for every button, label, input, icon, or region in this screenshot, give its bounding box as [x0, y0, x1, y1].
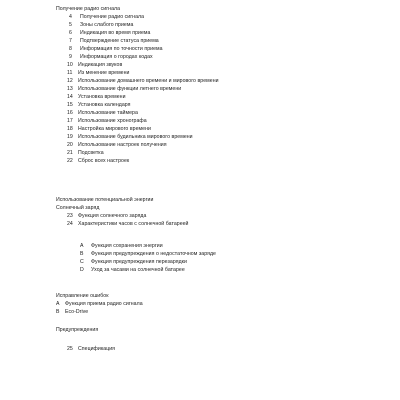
entry-label: Получение радио сигнала — [80, 14, 145, 20]
entry-number: 16 — [67, 110, 73, 116]
entry-label: Eco-Drive — [65, 309, 89, 315]
entry-number: 23 — [67, 213, 73, 219]
toc-entry — [67, 221, 189, 227]
entry-label: Зоны слабого приема — [80, 22, 134, 28]
toc-entry — [67, 78, 219, 84]
entry-letter: C — [80, 259, 84, 265]
entry-letter: B — [80, 251, 84, 257]
toc-entry — [67, 102, 131, 108]
entry-number: 25 — [67, 346, 73, 352]
section-heading: Исправление ошибок — [56, 293, 109, 299]
entry-label: Подсветка — [78, 150, 104, 156]
entry-label: Использование таймера — [78, 110, 138, 116]
toc-entry — [67, 86, 181, 92]
entry-letter: A — [80, 243, 84, 249]
entry-number: 17 — [67, 118, 73, 124]
toc-entry — [67, 62, 122, 68]
toc-entry — [69, 22, 133, 28]
entry-label: Установка календаря — [78, 102, 131, 108]
toc-entry — [80, 267, 185, 273]
toc-entry — [69, 14, 144, 20]
entry-number: 6 — [69, 30, 72, 36]
entry-letter: A — [56, 301, 60, 307]
entry-label: Функция приема радио сигнала — [65, 301, 143, 307]
entry-label: Функция предупреждения о недостаточном заряде — [91, 251, 216, 257]
entry-label: Использование функции летнего времени — [78, 86, 182, 92]
entry-letter: D — [80, 267, 84, 273]
toc-entry — [69, 30, 150, 36]
toc-entry — [67, 94, 126, 100]
entry-label: Использование хронографа — [78, 118, 147, 124]
toc-entry — [69, 46, 163, 52]
toc-entry — [67, 118, 147, 124]
entry-number: 22 — [67, 158, 73, 164]
entry-label: Характеристики часов с солнечной батареей — [78, 221, 189, 227]
entry-number: 7 — [69, 38, 72, 44]
toc-entry — [69, 38, 159, 44]
entry-number: 5 — [69, 22, 72, 28]
toc-entry — [67, 126, 151, 132]
toc-entry — [80, 243, 163, 249]
toc-entry — [67, 142, 167, 148]
entry-label: Из менение времени — [78, 70, 130, 76]
entry-number: 4 — [69, 14, 72, 20]
entry-label: Использование настроек получения — [78, 142, 167, 148]
entry-number: 18 — [67, 126, 73, 132]
toc-entry — [56, 301, 143, 307]
entry-number: 20 — [67, 142, 73, 148]
toc-entry — [67, 110, 138, 116]
entry-label: Сброс всех настроек — [78, 158, 130, 164]
section-heading: Использование потенциальной энергии — [56, 197, 154, 203]
entry-number: 11 — [67, 70, 73, 76]
entry-label: Спецификация — [78, 346, 116, 352]
toc-entry — [67, 150, 104, 156]
entry-label: Использование домашнего времени и мирового времени — [78, 78, 219, 84]
entry-number: 15 — [67, 102, 73, 108]
toc-entry — [67, 158, 129, 164]
section-heading: Получение радио сигнала — [56, 6, 121, 12]
entry-number: 21 — [67, 150, 73, 156]
entry-label: Информация о городах кодах — [80, 54, 153, 60]
section-subheading: Солнечный заряд — [56, 205, 100, 211]
entry-letter: B — [56, 309, 60, 315]
toc-entry — [80, 251, 216, 257]
entry-number: 12 — [67, 78, 73, 84]
toc-entry — [80, 259, 187, 265]
entry-number: 10 — [67, 62, 73, 68]
entry-label: Индикация звуков — [78, 62, 123, 68]
toc-entry — [67, 213, 146, 219]
toc-entry — [67, 134, 193, 140]
entry-label: Функция сохранения энергии — [91, 243, 163, 249]
entry-label: Индикация во время приема — [80, 30, 151, 36]
entry-number: 13 — [67, 86, 73, 92]
toc-entry — [56, 309, 88, 315]
entry-label: Информация по точности приема — [80, 46, 163, 52]
toc-entry — [69, 54, 153, 60]
entry-number: 8 — [69, 46, 72, 52]
entry-label: Использование будильника мирового времени — [78, 134, 193, 140]
entry-label: Функция солнечного заряда — [78, 213, 147, 219]
section-heading: Предупреждения — [56, 327, 99, 333]
entry-number: 19 — [67, 134, 73, 140]
entry-label: Функция предупреждения перезарядки — [91, 259, 187, 265]
entry-number: 9 — [69, 54, 72, 60]
entry-number: 14 — [67, 94, 73, 100]
entry-label: Настройка мирового времени — [78, 126, 151, 132]
entry-number: 24 — [67, 221, 73, 227]
entry-label: Уход за часами на солнечной батарее — [91, 267, 185, 273]
entry-label: Подтверждение статуса приема — [80, 38, 159, 44]
toc-entry — [67, 346, 115, 352]
toc-entry — [67, 70, 129, 76]
entry-label: Установка времени — [78, 94, 126, 100]
